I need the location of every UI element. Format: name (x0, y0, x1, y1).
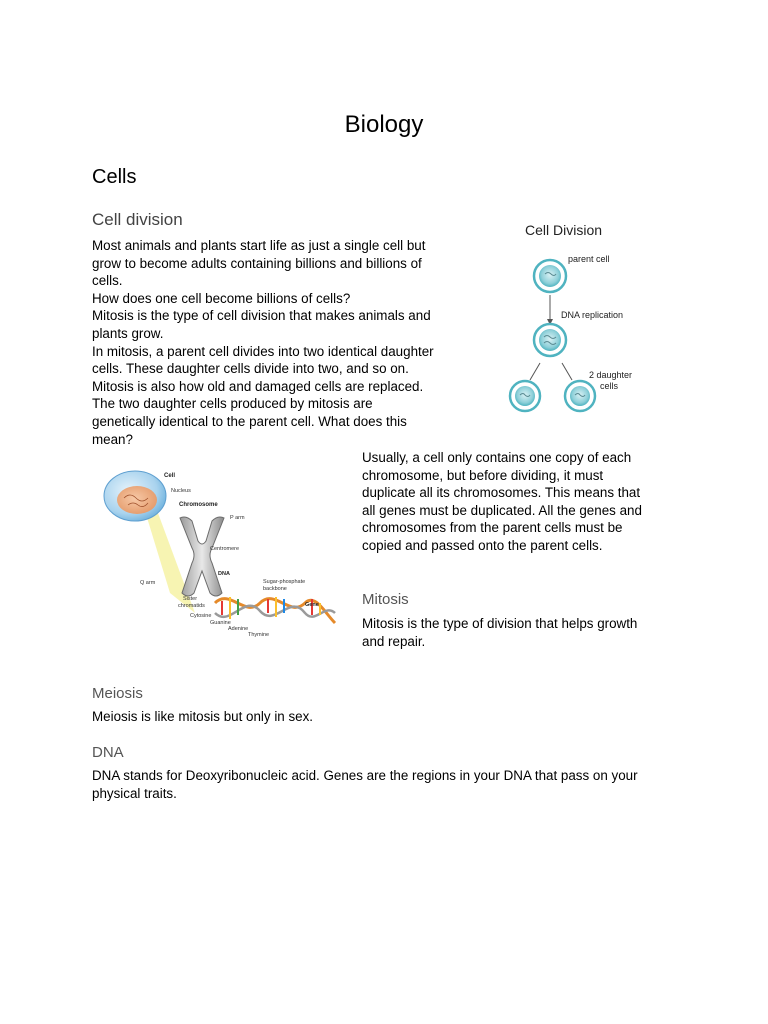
subheading-dna: DNA (92, 744, 124, 761)
label-daughter-2: cells (600, 381, 619, 391)
text-line: cells. (92, 273, 123, 289)
chromosome-x (180, 517, 224, 596)
text-line: genetically identical to the parent cell. What does this (92, 413, 407, 429)
label-dna: DNA (218, 571, 230, 577)
text-line: mean? (92, 431, 133, 447)
label-daughter-1: 2 daughter (589, 370, 633, 380)
text-line: plants grow. (92, 325, 164, 341)
arrow-left (530, 363, 540, 380)
text-line: physical traits. (92, 785, 177, 801)
label-cell: Cell (164, 473, 176, 479)
meiosis-paragraph: Meiosis is like mitosis but only in sex. (92, 709, 314, 724)
text-line: The two daughter cells produced by mitosis are (92, 396, 373, 412)
label-sister-1: Sister (183, 596, 198, 602)
subheading-cell-division: Cell division (92, 210, 183, 229)
label-sugar-2: backbone (263, 586, 287, 592)
text-line: Mitosis is the type of division that helps growth (362, 616, 638, 631)
cell-division-figure (500, 215, 650, 415)
label-cytosine: Cytosine (190, 613, 212, 619)
label-centromere: Centromere (210, 546, 240, 552)
label-chromosome: Chromosome (179, 502, 218, 508)
parent-cell-inner (539, 265, 561, 287)
text-line: Mitosis is also how old and damaged cells are replaced. (92, 378, 424, 394)
subheading-mitosis: Mitosis (362, 591, 409, 608)
label-q-arm: Q arm (140, 580, 156, 586)
text-line: In mitosis, a parent cell divides into two identical daughter (92, 343, 434, 359)
text-line: DNA stands for Deoxyribonucleic acid. Genes are the regions in your DNA that pass on your (92, 768, 638, 783)
label-sister-2: chromatids (178, 603, 205, 609)
text-line: Most animals and plants start life as just a single cell but (92, 238, 426, 253)
text-line: copied and passed onto the parent cells. (362, 537, 603, 553)
section-heading-cells: Cells (92, 166, 137, 188)
daughter-cell-right-inner (570, 386, 590, 406)
daughter-cell-left-inner (515, 386, 535, 406)
figure-title: Cell Division (525, 222, 603, 238)
page-title: Biology (344, 111, 424, 138)
intro-paragraph (92, 237, 462, 448)
label-p-arm: P arm (230, 515, 245, 521)
chromosome-dna-figure (100, 463, 345, 643)
text-line: chromosomes from the parent cells must be (362, 520, 623, 536)
dna-paragraph (92, 767, 692, 802)
replicated-cell-inner (539, 329, 561, 351)
duplication-paragraph (362, 449, 672, 555)
text-line: Usually, a cell only contains one copy of each (362, 450, 632, 465)
text-line: cells. These daughter cells divide into two, and so on. (92, 361, 409, 377)
text-line: grow to become adults containing billions and billions of (92, 255, 422, 271)
label-sugar-1: Sugar-phosphate (263, 579, 306, 585)
text-line: duplicate all its chromosomes. This means that (362, 485, 641, 501)
subheading-meiosis: Meiosis (92, 685, 143, 702)
label-nucleus: Nucleus (171, 488, 191, 494)
label-parent-cell: parent cell (568, 254, 610, 264)
text-line: chromosome, but before dividing, it must (362, 467, 604, 483)
label-gene: Gene (305, 602, 319, 608)
label-guanine: Guanine (210, 620, 231, 626)
text-line: and repair. (362, 633, 426, 649)
label-adenine: Adenine (228, 626, 249, 632)
label-thymine: Thymine (248, 632, 270, 638)
text-line: all genes must be duplicated. All the genes and (362, 502, 642, 518)
arrow-right (562, 363, 572, 380)
label-dna-replication: DNA replication (561, 310, 624, 320)
nucleus (117, 486, 157, 514)
mitosis-paragraph (362, 615, 672, 650)
text-line: Mitosis is the type of cell division that makes animals and (92, 308, 431, 324)
text-line: How does one cell become billions of cells? (92, 290, 351, 306)
